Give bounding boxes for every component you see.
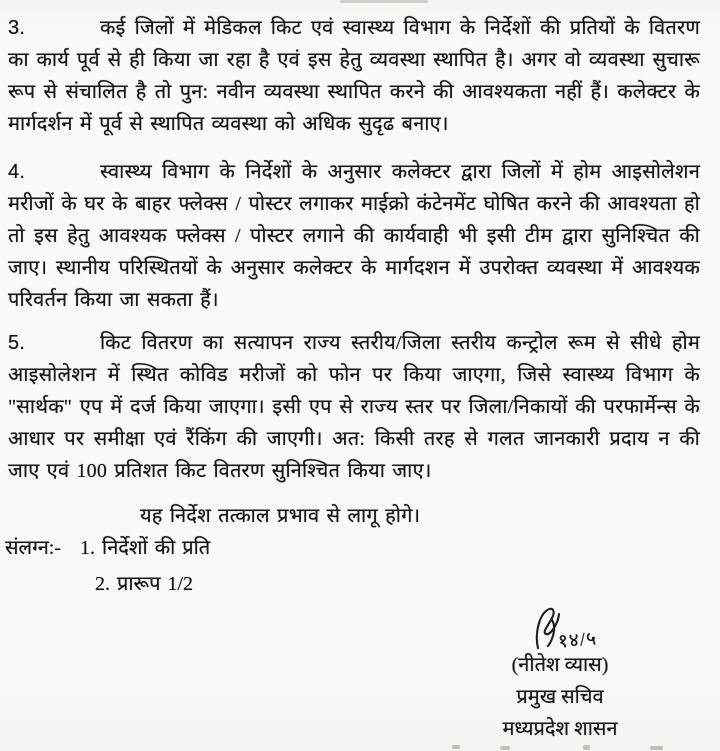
enclosures-label: संलग्न:-	[5, 537, 62, 559]
enclosure-item-2: 2. प्रारूप 1/2	[95, 573, 194, 595]
signature-block	[458, 604, 662, 750]
signature-date: १४/५	[557, 628, 598, 653]
paragraph-5	[0, 327, 720, 487]
paragraph-4-text: स्वास्थ्य विभाग के निर्देशों के अनुसार कलेक्टर द्वारा जिलों में होम आइसोलेशन मरीजों के घर के बाहर फ्लेक्स / पोस्टर लगाकर माईक्रो कंटेनमेंट घोषित करने की आवश्यता हो तो इस हेतु आवश्यक फ्लेक्स / पोस्टर लगाने की कार्यवाही भी इसी टीम द्वारा सुनिश्चित की जाए। स्थानीय परिस्थितयों के अनुसार कलेक्टर के मार्गदशन में उपरोक्त व्यवस्था में आवश्यक परिवर्तन किया जा सकता हैं।	[8, 161, 700, 311]
signature-mark	[458, 604, 662, 654]
paragraph-3-number: 3.	[8, 17, 26, 39]
signatory-organization: मध्यप्रदेश शासन	[502, 718, 618, 740]
paragraph-5-text: किट वितरण का सत्यापन राज्य स्तरीय/जिला स्तरीय कन्ट्रोल रूम से सीधे होम आइसोलेशन में स्थित कोविड मरीजों को फोन पर किया जाएगा, जिसे स्वास्थ्य विभाग के "सार्थक" एप में दर्ज किया जाएगा। इसी एप से राज्य स्तर पर जिला/निकायों की परफार्मेन्स के आधार पर समीक्षा एवं रैंकिंग की जाएगी। अत: किसी तरह से गलत जानकारी प्रदाय न की जाए एवं 100 प्रतिशत किट वितरण सुनिश्चित किया जाए।	[8, 332, 700, 482]
paragraph-5-number: 5.	[8, 332, 26, 354]
closing-statement: यह निर्देश तत्काल प्रभाव से लागू होगे।	[140, 505, 421, 527]
paragraph-3	[0, 12, 720, 140]
enclosures-line-1	[5, 532, 720, 564]
scan-artifact-bottom-3	[583, 745, 590, 750]
paragraph-4	[0, 156, 720, 316]
signatory-name: (नीतेश व्यास)	[511, 654, 609, 676]
paragraph-3-text: कई जिलों में मेडिकल किट एवं स्वास्थ्य विभाग के निर्देशों की प्रतियों के वितरण का कार्य पूर्व से ही किया जा रहा है एवं इस हेतु व्यवस्था स्थापित है। अगर वो व्यवस्था सुचारू रूप से संचालित है तो पुन: नवीन व्यवस्था स्थापित करने की आवश्यकता नहीं हैं। कलेक्टर के मार्गदर्शन में पूर्व से स्थापित व्यवस्था को अधिक सुदृढ बनाए।	[8, 17, 700, 135]
scan-artifact-bottom-4	[650, 746, 663, 750]
scan-artifact-bottom-1	[452, 745, 460, 749]
enclosure-item-1: 1. निर्देशों की प्रति	[80, 537, 211, 559]
paragraph-4-number: 4.	[8, 161, 26, 183]
signatory-designation: प्रमुख सचिव	[516, 686, 604, 708]
scan-artifact-top	[340, 0, 428, 3]
scan-artifact-bottom-2	[500, 746, 510, 750]
